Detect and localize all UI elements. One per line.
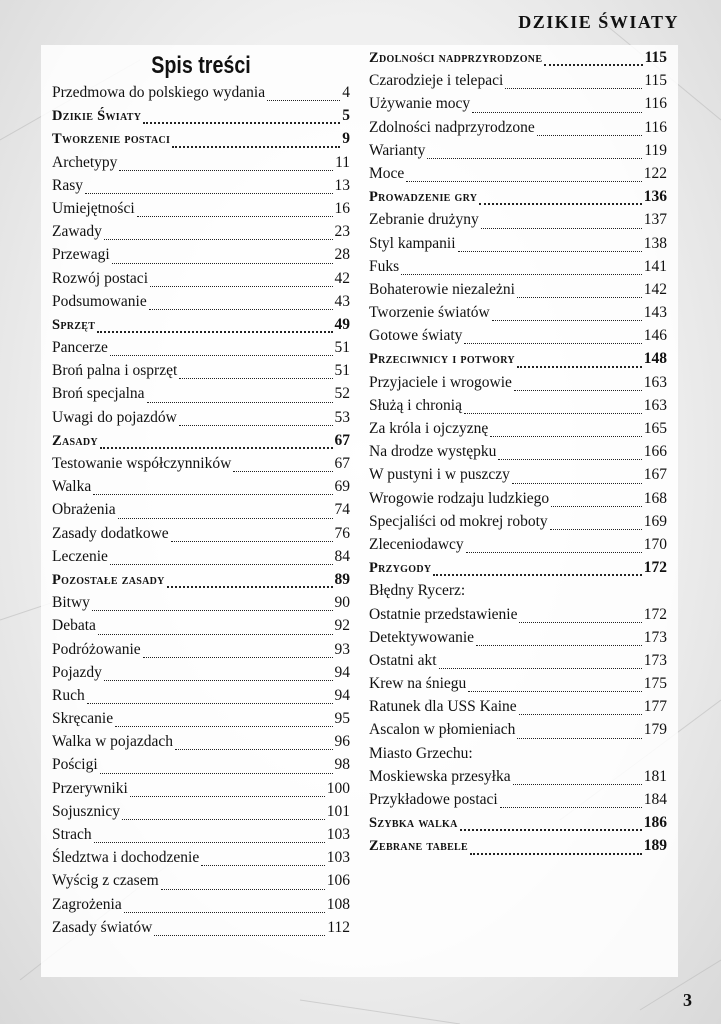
toc-entry	[369, 165, 667, 188]
toc-dot-leader	[551, 506, 642, 507]
toc-entry-page: 141	[643, 257, 667, 275]
toc-entry-page: 143	[643, 304, 667, 322]
toc-entry	[52, 617, 350, 640]
toc-section-entry	[369, 188, 667, 211]
toc-entry-title: Przykładowe postaci	[369, 791, 498, 808]
toc-entry	[369, 420, 667, 443]
toc-entry-page: 23	[334, 223, 350, 241]
toc-section-entry	[369, 559, 667, 582]
toc-entry-title: Gotowe światy	[369, 327, 463, 345]
toc-dot-leader	[466, 552, 642, 553]
toc-entry-page: 169	[643, 512, 667, 530]
toc-entry-title: Prowadzenie gry	[369, 189, 478, 206]
toc-dot-leader	[458, 251, 642, 252]
toc-entry-page: 103	[326, 826, 350, 843]
toc-dot-leader	[439, 668, 642, 669]
toc-dot-leader	[512, 483, 642, 484]
toc-entry	[369, 745, 667, 768]
toc-entry-title: Miasto Grzechu:	[369, 744, 473, 762]
toc-entry-title: Walka	[52, 478, 92, 496]
toc-entry	[52, 756, 350, 779]
toc-entry-page: 103	[326, 849, 350, 867]
toc-entry	[369, 490, 667, 513]
toc-entry-page: 51	[334, 339, 350, 357]
toc-entry	[369, 95, 667, 118]
toc-entry	[52, 409, 350, 432]
toc-entry	[52, 177, 350, 200]
toc-dot-leader	[233, 471, 332, 472]
toc-dot-leader	[406, 181, 641, 182]
toc-entry-page: 146	[643, 327, 667, 345]
toc-entry-page: 163	[643, 396, 667, 414]
toc-section-entry	[52, 571, 350, 594]
toc-entry-title: Pościgi	[52, 756, 98, 774]
toc-dot-leader	[476, 645, 642, 646]
toc-entry-title: Pozostałe zasady	[52, 571, 165, 588]
toc-entry-page: 136	[643, 188, 667, 206]
toc-entry-title: Moskiewska przesyłka	[369, 767, 511, 785]
toc-entry-page: 76	[334, 524, 350, 542]
toc-entry-title: Detektywowanie	[369, 628, 475, 646]
toc-entry	[52, 339, 350, 362]
toc-entry-title: Specjaliści od mokrej roboty	[369, 512, 548, 530]
toc-entry	[369, 119, 667, 142]
toc-entry-title: Sprzęt	[52, 316, 96, 333]
toc-entry	[52, 826, 350, 849]
toc-entry-title: Moce	[369, 164, 405, 182]
toc-dot-leader	[519, 622, 641, 623]
toc-entry	[52, 223, 350, 246]
toc-section-entry	[369, 814, 667, 837]
toc-entry-page: 165	[643, 420, 667, 437]
running-header: DZIKIE ŚWIATY	[518, 12, 679, 32]
toc-entry-page: 179	[643, 721, 667, 739]
toc-entry-title: Zasady dodatkowe	[52, 524, 169, 542]
toc-entry	[52, 849, 350, 872]
toc-entry-title: Ostatnie przedstawienie	[369, 605, 518, 623]
toc-dot-leader	[100, 447, 333, 449]
toc-entry-title: Przyjaciele i wrogowie	[369, 373, 512, 391]
toc-entry	[52, 872, 350, 895]
toc-entry	[369, 675, 667, 698]
toc-entry-page: 115	[644, 72, 667, 90]
toc-entry-title: Debata	[52, 617, 96, 635]
toc-entry-title: Zebranie drużyny	[369, 211, 479, 229]
toc-section-entry	[52, 107, 350, 130]
toc-entry-page: 186	[643, 814, 667, 832]
toc-dot-leader	[171, 541, 333, 542]
toc-dot-leader	[498, 459, 641, 460]
toc-dot-leader	[104, 680, 333, 681]
toc-left-column	[52, 45, 350, 942]
toc-entry	[52, 919, 350, 942]
toc-entry-title: Sojusznicy	[52, 802, 121, 820]
page-number: 3	[683, 990, 692, 1010]
toc-entry	[369, 606, 667, 629]
toc-dot-leader	[492, 320, 642, 321]
toc-dot-leader	[143, 122, 340, 124]
toc-dot-leader	[470, 853, 642, 855]
toc-entry-title: Zebrane tabele	[369, 838, 469, 855]
toc-dot-leader	[118, 518, 333, 519]
toc-entry	[369, 652, 667, 675]
toc-entry-title: Pojazdy	[52, 663, 102, 681]
toc-entry-page: 100	[326, 779, 350, 797]
toc-entry	[52, 200, 350, 223]
toc-entry	[52, 455, 350, 478]
toc-entry-page: 49	[334, 315, 350, 333]
toc-section-entry	[52, 432, 350, 455]
toc-entry	[369, 513, 667, 536]
toc-entry-title: Ratunek dla USS Kaine	[369, 698, 517, 716]
toc-entry-title: Umiejętności	[52, 199, 135, 217]
toc-entry	[52, 246, 350, 269]
toc-entry	[52, 780, 350, 803]
toc-entry-page: 177	[643, 698, 667, 716]
toc-dot-leader	[464, 413, 642, 414]
toc-entry-title: Przeciwnicy i potwory	[369, 351, 515, 368]
toc-dot-leader	[517, 297, 642, 298]
toc-entry-page: 122	[643, 164, 667, 182]
toc-entry-page: 96	[334, 733, 350, 751]
toc-entry-page: 90	[334, 594, 350, 612]
toc-dot-leader	[175, 749, 333, 750]
toc-entry-title: Broń palna i osprzęt	[52, 362, 178, 380]
toc-entry-title: Pancerze	[52, 339, 108, 357]
toc-entry-page: 142	[643, 280, 667, 298]
toc-entry-title: Na drodze występku	[369, 443, 497, 461]
toc-dot-leader	[401, 274, 642, 275]
toc-entry	[369, 698, 667, 721]
toc-entry-page: 116	[644, 95, 667, 113]
toc-entry	[369, 142, 667, 165]
toc-entry-title: Fuks	[369, 257, 400, 275]
toc-entry	[369, 211, 667, 234]
toc-entry-title: Zdolności nadprzyrodzone	[369, 118, 535, 136]
toc-dot-leader	[481, 228, 642, 229]
toc-entry-title: Tworzenie postaci	[52, 131, 171, 148]
toc-entry	[52, 385, 350, 408]
toc-entry-page: 172	[643, 559, 667, 577]
toc-dot-leader	[472, 112, 642, 113]
toc-entry	[369, 536, 667, 559]
toc-dot-leader	[110, 564, 333, 565]
toc-entry	[369, 235, 667, 258]
toc-entry-page: 84	[334, 547, 350, 565]
toc-entry	[52, 710, 350, 733]
toc-heading: Spis treści	[151, 52, 251, 79]
toc-entry-page: 4	[342, 84, 350, 101]
toc-entry-title: Bohaterowie niezależni	[369, 280, 515, 298]
toc-entry-title: Przewagi	[52, 246, 110, 264]
toc-entry-title: Ruch	[52, 686, 85, 704]
toc-entry	[369, 443, 667, 466]
toc-entry	[369, 397, 667, 420]
toc-entry	[52, 501, 350, 524]
toc-section-entry	[369, 837, 667, 860]
toc-entry-page: 9	[342, 130, 350, 148]
toc-entry	[52, 478, 350, 501]
toc-entry-title: Skręcanie	[52, 710, 114, 728]
toc-panel	[41, 45, 678, 977]
toc-entry-page: 42	[334, 269, 350, 287]
toc-entry-page: 168	[643, 489, 667, 507]
toc-entry-title: Obrażenia	[52, 501, 116, 519]
toc-dot-leader	[427, 158, 642, 159]
toc-dot-leader	[137, 216, 333, 217]
toc-dot-leader	[147, 402, 333, 403]
toc-entry-title: Zasady	[52, 432, 98, 449]
toc-entry-page: 94	[334, 663, 350, 681]
toc-entry-page: 108	[326, 895, 350, 913]
toc-entry-page: 67	[334, 455, 350, 472]
toc-dot-leader	[201, 865, 325, 866]
toc-entry	[369, 374, 667, 397]
toc-dot-leader	[115, 726, 332, 727]
toc-dot-leader	[124, 912, 325, 913]
toc-entry	[369, 258, 667, 281]
toc-entry-page: 175	[643, 675, 667, 693]
toc-entry-page: 11	[335, 153, 350, 171]
toc-entry-page: 13	[334, 176, 350, 194]
toc-entry-title: W pustyni i w puszczy	[369, 466, 510, 484]
toc-dot-leader	[92, 610, 333, 611]
toc-dot-leader	[85, 193, 333, 194]
toc-entry-page: 94	[334, 686, 350, 704]
toc-entry-page: 69	[334, 478, 350, 496]
toc-entry	[52, 362, 350, 385]
toc-entry-page: 16	[334, 199, 350, 217]
toc-entry-title: Krew na śniegu	[369, 675, 467, 693]
toc-entry	[52, 270, 350, 293]
toc-dot-leader	[98, 634, 333, 635]
toc-entry-page: 116	[644, 118, 667, 136]
toc-entry-page: 43	[334, 292, 350, 310]
toc-entry-page: 184	[643, 791, 667, 808]
toc-dot-leader	[479, 203, 641, 205]
toc-entry-title: Podsumowanie	[52, 292, 147, 310]
toc-entry-title: Przerywniki	[52, 779, 128, 797]
toc-dot-leader	[517, 366, 642, 368]
toc-entry-title: Zasady światów	[52, 918, 153, 936]
toc-entry	[369, 768, 667, 791]
toc-dot-leader	[112, 263, 333, 264]
toc-entry-page: 95	[334, 710, 350, 728]
toc-entry	[52, 548, 350, 571]
toc-entry-page: 106	[326, 872, 350, 890]
toc-entry-title: Ostatni akt	[369, 651, 437, 669]
toc-entry-page: 173	[643, 651, 667, 669]
toc-entry-page: 93	[334, 640, 350, 658]
toc-dot-leader	[550, 529, 642, 530]
toc-entry-page: 89	[334, 570, 350, 588]
toc-entry-title: Zdolności nadprzyrodzone	[369, 50, 543, 66]
toc-dot-leader	[93, 494, 332, 495]
toc-dot-leader	[150, 286, 333, 287]
toc-entry-page: 170	[643, 535, 667, 553]
toc-entry-title: Zawady	[52, 223, 102, 241]
toc-entry-page: 51	[334, 362, 350, 380]
toc-entry-title: Zagrożenia	[52, 895, 122, 913]
toc-entry-title: Przedmowa do polskiego wydania	[52, 84, 266, 101]
toc-entry-title: Rasy	[52, 176, 83, 194]
toc-entry	[369, 72, 667, 95]
toc-entry-page: 74	[334, 501, 350, 519]
toc-dot-leader	[172, 146, 340, 148]
toc-entry	[52, 525, 350, 548]
toc-entry-title: Uwagi do pojazdów	[52, 408, 177, 426]
toc-entry-title: Broń specjalna	[52, 385, 145, 403]
toc-dot-leader	[110, 355, 333, 356]
toc-entry	[369, 582, 667, 605]
toc-entry	[52, 803, 350, 826]
toc-dot-leader	[122, 819, 325, 820]
toc-entry-title: Archetypy	[52, 153, 118, 171]
toc-entry-title: Wyścig z czasem	[52, 872, 159, 890]
toc-section-entry	[52, 316, 350, 339]
toc-entry-title: Za króla i ojczyznę	[369, 420, 489, 437]
toc-dot-leader	[468, 691, 641, 692]
toc-dot-leader	[149, 309, 333, 310]
toc-dot-leader	[119, 170, 333, 171]
toc-entry-title: Błędny Rycerz:	[369, 582, 466, 600]
toc-dot-leader	[267, 100, 340, 101]
toc-entry-title: Styl kampanii	[369, 234, 456, 252]
toc-entry	[52, 84, 350, 107]
toc-dot-leader	[104, 239, 333, 240]
toc-dot-leader	[143, 657, 333, 658]
toc-entry-title: Dzikie Światy	[52, 108, 142, 125]
toc-entry-page: 138	[643, 234, 667, 252]
toc-entry-page: 28	[334, 246, 350, 264]
toc-entry-title: Leczenie	[52, 547, 108, 565]
toc-entry-title: Przygody	[369, 560, 432, 577]
toc-entry-page: 148	[643, 350, 667, 368]
toc-entry-title: Bitwy	[52, 594, 90, 612]
toc-entry-title: Warianty	[369, 141, 426, 159]
toc-dot-leader	[167, 586, 333, 588]
toc-entry	[52, 733, 350, 756]
toc-entry	[369, 629, 667, 652]
toc-entry-page: 173	[643, 628, 667, 646]
toc-section-entry	[369, 350, 667, 373]
toc-section-entry	[369, 49, 667, 72]
toc-entry	[52, 154, 350, 177]
toc-dot-leader	[505, 88, 642, 89]
toc-entry	[52, 896, 350, 919]
toc-entry-title: Wrogowie rodzaju ludzkiego	[369, 489, 550, 507]
toc-entry-title: Czarodzieje i telepaci	[369, 72, 504, 90]
toc-entry-title: Szybka walka	[369, 815, 458, 832]
toc-entry-title: Strach	[52, 826, 92, 843]
toc-entry-title: Zleceniodawcy	[369, 535, 464, 553]
toc-entry-page: 163	[643, 373, 667, 391]
toc-entry	[369, 721, 667, 744]
toc-dot-leader	[161, 889, 325, 890]
toc-entry-page: 67	[334, 431, 350, 449]
toc-dot-leader	[513, 784, 642, 785]
toc-dot-leader	[464, 343, 641, 344]
toc-entry-page: 98	[334, 756, 350, 774]
toc-entry-page: 172	[643, 605, 667, 623]
toc-entry-page: 52	[334, 385, 350, 403]
toc-entry-page: 167	[643, 466, 667, 484]
toc-dot-leader	[490, 436, 642, 437]
toc-entry	[369, 791, 667, 814]
toc-right-column	[369, 45, 667, 861]
toc-entry-title: Służą i chronią	[369, 396, 462, 414]
toc-dot-leader	[517, 738, 641, 739]
toc-section-entry	[52, 130, 350, 153]
toc-entry-page: 189	[643, 837, 667, 855]
toc-entry	[52, 594, 350, 617]
toc-entry	[369, 327, 667, 350]
toc-dot-leader	[94, 842, 325, 843]
toc-entry-page: 112	[327, 918, 350, 936]
toc-dot-leader	[519, 714, 642, 715]
toc-entry-page: 166	[643, 443, 667, 461]
toc-entry-page: 137	[643, 211, 667, 229]
toc-entry-title: Używanie mocy	[369, 95, 471, 113]
toc-entry	[52, 641, 350, 664]
toc-dot-leader	[87, 703, 333, 704]
toc-entry	[369, 466, 667, 489]
toc-entry-title: Walka w pojazdach	[52, 733, 173, 751]
toc-entry	[52, 293, 350, 316]
toc-entry-title: Ascalon w płomieniach	[369, 721, 516, 739]
toc-entry-page: 101	[326, 802, 350, 820]
toc-entry-page: 115	[644, 49, 667, 66]
toc-dot-leader	[130, 796, 325, 797]
toc-dot-leader	[514, 390, 642, 391]
toc-entry-title: Śledztwa i dochodzenie	[52, 849, 200, 867]
toc-dot-leader	[544, 64, 642, 66]
toc-entry-title: Podróżowanie	[52, 640, 141, 658]
toc-dot-leader	[179, 378, 332, 379]
toc-entry-page: 181	[643, 767, 667, 785]
toc-dot-leader	[154, 935, 325, 936]
toc-dot-leader	[179, 425, 333, 426]
toc-dot-leader	[460, 829, 642, 831]
toc-entry-page: 5	[342, 107, 350, 125]
toc-entry	[52, 664, 350, 687]
toc-entry-page: 119	[644, 141, 667, 159]
toc-dot-leader	[97, 331, 332, 333]
toc-dot-leader	[100, 773, 333, 774]
toc-dot-leader	[537, 135, 643, 136]
toc-entry	[369, 281, 667, 304]
toc-entry	[369, 304, 667, 327]
toc-entry-title: Testowanie współczynników	[52, 455, 232, 472]
toc-dot-leader	[500, 807, 642, 808]
toc-entry-title: Tworzenie światów	[369, 304, 490, 322]
toc-entry	[52, 687, 350, 710]
toc-dot-leader	[433, 574, 641, 576]
toc-entry-title: Rozwój postaci	[52, 269, 148, 287]
toc-entry-page: 92	[334, 617, 350, 635]
toc-entry-page: 53	[334, 408, 350, 426]
